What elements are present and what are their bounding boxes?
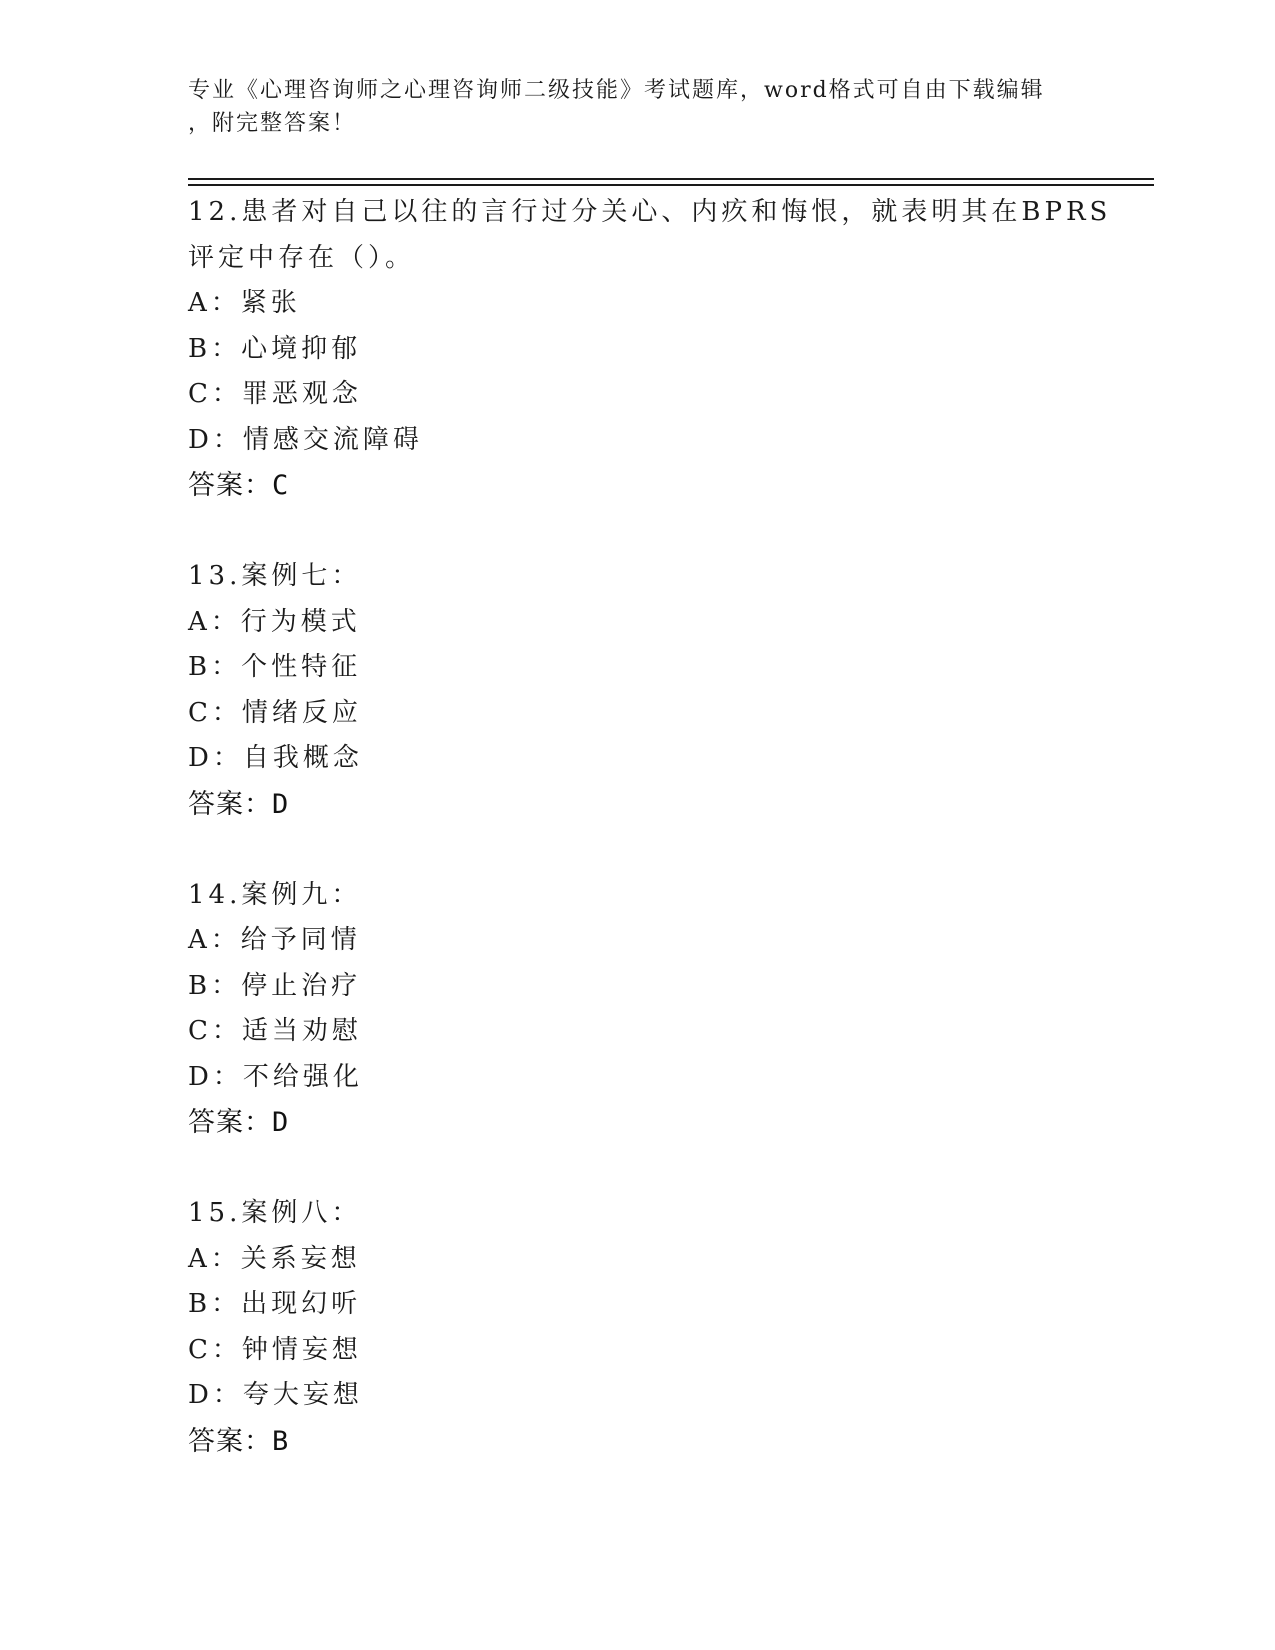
- question-stem-continued: 评定中存在（）。: [188, 242, 416, 273]
- header-divider-top: [188, 178, 1154, 180]
- header-line-1: 专业《心理咨询师之心理咨询师二级技能》考试题库，word格式可自由下载编辑: [188, 78, 1045, 103]
- answer-label: 答案：: [188, 470, 272, 501]
- answer-line: [188, 1100, 1108, 1146]
- question-spacer: [188, 827, 1108, 873]
- option-d: D：不给强化: [188, 1061, 363, 1092]
- answer-value: B: [272, 1425, 290, 1457]
- question-spacer: [188, 509, 1108, 555]
- question-stem: 13.案例七：: [188, 561, 362, 591]
- question-stem: 12.患者对自己以往的言行过分关心、内疚和悔恨，就表明其在BPRS: [188, 197, 1112, 227]
- option-b: B：心境抑郁: [188, 333, 362, 364]
- answer-label: 答案：: [188, 788, 272, 820]
- option-c: C：罪恶观念: [188, 379, 362, 409]
- question-14: [188, 873, 1108, 1146]
- answer-value: C: [272, 470, 290, 501]
- answer-value: D: [272, 788, 290, 820]
- answer-label: 答案：: [188, 1107, 272, 1138]
- option-d: D：情感交流障碍: [188, 424, 423, 455]
- question-spacer: [188, 1146, 1108, 1192]
- option-c: C：钟情妄想: [188, 1334, 362, 1365]
- option-d: D：夸大妄想: [188, 1380, 363, 1410]
- option-b: B：个性特征: [188, 652, 362, 682]
- option-a: A：关系妄想: [188, 1243, 361, 1274]
- option-a: A：给予同情: [188, 925, 361, 955]
- header-line-2: ，附完整答案！: [188, 111, 357, 136]
- option-a: A：行为模式: [188, 606, 361, 637]
- question-stem: 14.案例九：: [188, 879, 362, 910]
- answer-value: D: [272, 1107, 290, 1138]
- option-c: C：适当劝慰: [188, 1016, 362, 1046]
- document-header: [188, 74, 1088, 140]
- option-d: D：自我概念: [188, 743, 363, 773]
- answer-line: [188, 1419, 1108, 1465]
- question-list: [188, 190, 1112, 1464]
- question-stem: 15.案例八：: [188, 1198, 362, 1228]
- header-divider-bottom: [188, 184, 1154, 186]
- option-c: C：情绪反应: [188, 697, 362, 728]
- question-15: [188, 1191, 1108, 1464]
- answer-line: [188, 463, 1108, 509]
- option-b: B：出现幻听: [188, 1289, 362, 1319]
- answer-line: [188, 782, 1108, 828]
- option-a: A：紧张: [188, 288, 301, 318]
- answer-label: 答案：: [188, 1425, 272, 1457]
- question-13: [188, 554, 1108, 827]
- option-b: B：停止治疗: [188, 970, 362, 1001]
- question-12: [188, 190, 1112, 509]
